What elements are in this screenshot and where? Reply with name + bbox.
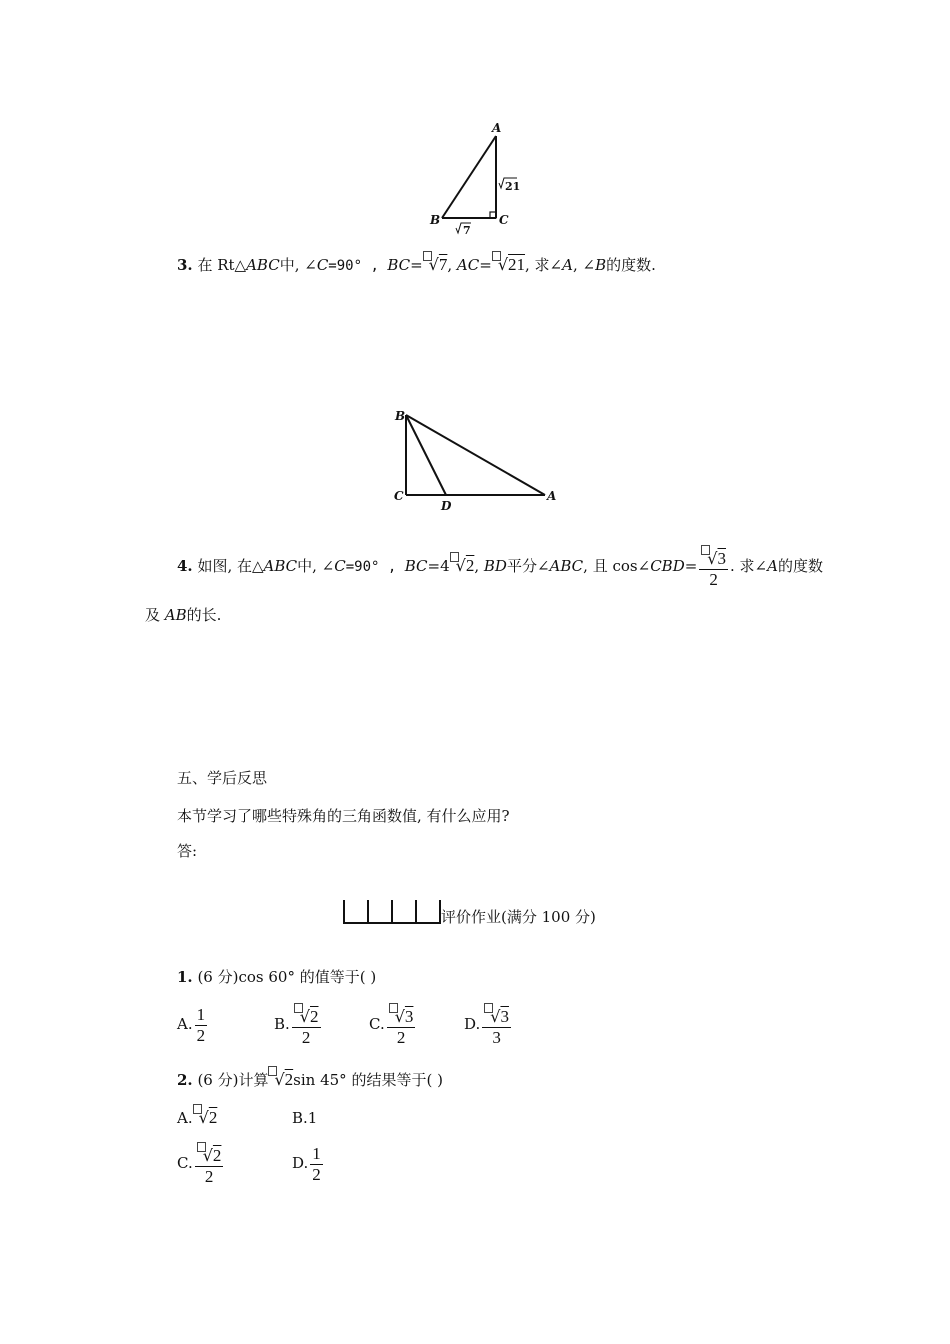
homework-question-2: 2. (6 分)计算 √2sin 45° 的结果等于( ) [177, 1066, 443, 1090]
homework-question-1: 1. (6 分)cos 60° 的值等于( ) [177, 968, 377, 986]
label-b2: B [395, 409, 406, 423]
option-b: B. $\frac{√2}{2}$ [274, 1002, 369, 1047]
option-c: C. $\frac{√2}{2}$ [177, 1141, 292, 1186]
homework-q1-options [177, 1002, 513, 1047]
answer-label: 答: [177, 842, 198, 860]
section-heading-reflection: 五、学后反思 [177, 769, 268, 787]
label-b: B [430, 213, 441, 227]
figure-triangle-bisector [390, 405, 565, 515]
option-d: D. $\frac{1}{2}$ [292, 1143, 321, 1184]
label-c: C [499, 213, 509, 227]
homework-title: 评价作业(满分 100 分) [441, 908, 596, 926]
svg-text:21: 21 [505, 180, 521, 193]
side-ac-label [499, 178, 520, 193]
fraction-sqrt3-over-2: $\frac{√3}{2}$ [699, 545, 728, 589]
side-bc-label [456, 223, 471, 236]
question-3: 3. 在 Rt△ABC中, ∠C=90° , BC= √7, AC= √21, 求∠A, ∠B的度数. [177, 251, 656, 276]
homework-q2-options-row1 [177, 1104, 317, 1128]
homework-q2-options-row2 [177, 1141, 325, 1186]
label-a2: A [547, 489, 557, 503]
option-d: D. $\frac{√3}{3}$ [464, 1002, 513, 1047]
question-4-line2: 及 AB的长. [145, 606, 222, 624]
label-d2: D [441, 499, 452, 513]
homework-title-decoration [343, 900, 440, 924]
question-4: 4. 如图, 在△ABC中, ∠C=90° , BC=4 √2, BD平分∠ABC, 且 cos∠CBD= $\frac{√3}{2}$ . 求∠A的度数 [177, 545, 823, 589]
label-c2: C [394, 489, 404, 503]
option-c: C. $\frac{√3}{2}$ [369, 1002, 464, 1047]
option-b: B.1 [292, 1109, 318, 1127]
option-a: A. √2 [177, 1104, 292, 1128]
figure-triangle-abc [425, 118, 535, 236]
label-a: A [492, 121, 502, 135]
reflection-question: 本节学习了哪些特殊角的三角函数值, 有什么应用? [177, 807, 510, 825]
svg-text:7: 7 [463, 224, 471, 236]
option-a: A. $\frac{1}{2}$ [177, 1004, 206, 1045]
